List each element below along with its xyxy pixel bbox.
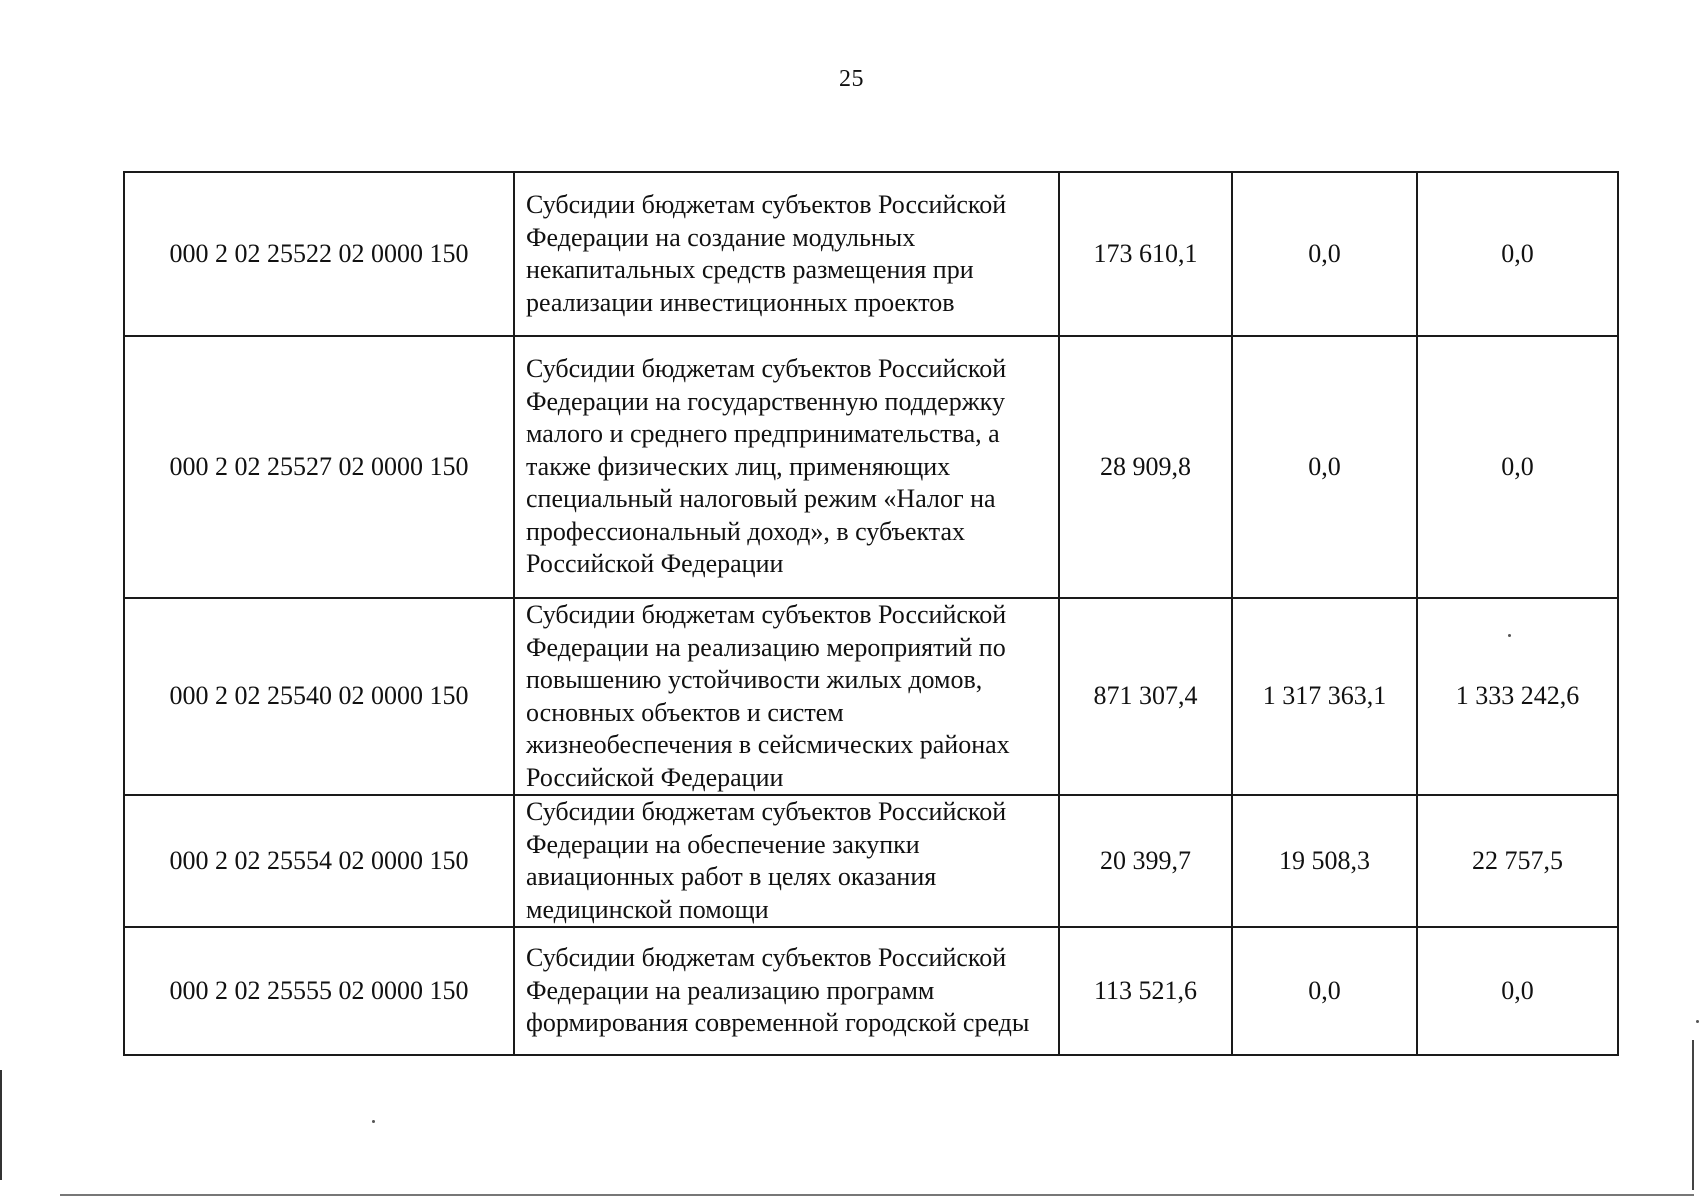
budget-code: 000 2 02 25540 02 0000 150 <box>124 598 514 795</box>
value-year-3: 22 757,5 <box>1417 795 1618 927</box>
table-row <box>124 172 1618 336</box>
budget-code: 000 2 02 25527 02 0000 150 <box>124 336 514 598</box>
value-year-3: 0,0 <box>1417 172 1618 336</box>
value-year-1: 20 399,7 <box>1059 795 1232 927</box>
value-year-1: 28 909,8 <box>1059 336 1232 598</box>
value-year-1: 871 307,4 <box>1059 598 1232 795</box>
table-row <box>124 927 1618 1055</box>
scan-speck <box>1508 634 1511 637</box>
value-year-2: 19 508,3 <box>1232 795 1417 927</box>
value-year-3: 0,0 <box>1417 927 1618 1055</box>
budget-code: 000 2 02 25555 02 0000 150 <box>124 927 514 1055</box>
scan-edge-right <box>1692 1040 1694 1190</box>
row-description: Субсидии бюджетам субъектов Российской Федерации на реализацию мероприятий по повышению устойчивости жилых домов, основных объектов и систем жизнеобеспечения в сейсмических районах Российской Федерации <box>514 598 1059 795</box>
page-number: 25 <box>839 66 864 92</box>
row-description: Субсидии бюджетам субъектов Российской Федерации на реализацию программ формирования современной городской среды <box>514 927 1059 1055</box>
value-year-3: 0,0 <box>1417 336 1618 598</box>
scan-edge-left <box>0 1070 2 1180</box>
value-year-3: 1 333 242,6 <box>1417 598 1618 795</box>
table-row <box>124 598 1618 795</box>
budget-table <box>123 171 1619 1056</box>
scan-speck <box>372 1120 375 1123</box>
value-year-2: 0,0 <box>1232 927 1417 1055</box>
value-year-2: 1 317 363,1 <box>1232 598 1417 795</box>
table-row <box>124 795 1618 927</box>
table-row <box>124 336 1618 598</box>
row-description: Субсидии бюджетам субъектов Российской Федерации на создание модульных некапитальных средств размещения при реализации инвестиционных проектов <box>514 172 1059 336</box>
row-description: Субсидии бюджетам субъектов Российской Федерации на обеспечение закупки авиационных работ в целях оказания медицинской помощи <box>514 795 1059 927</box>
value-year-2: 0,0 <box>1232 336 1417 598</box>
scan-edge-bottom <box>60 1194 1694 1196</box>
value-year-2: 0,0 <box>1232 172 1417 336</box>
value-year-1: 113 521,6 <box>1059 927 1232 1055</box>
budget-code: 000 2 02 25522 02 0000 150 <box>124 172 514 336</box>
row-description: Субсидии бюджетам субъектов Российской Федерации на государственную поддержку малого и среднего предпринимательства, а также физических лиц, применяющих специальный налоговый режим «Налог на профессиональный доход», в субъектах Российской Федерации <box>514 336 1059 598</box>
value-year-1: 173 610,1 <box>1059 172 1232 336</box>
budget-code: 000 2 02 25554 02 0000 150 <box>124 795 514 927</box>
scan-speck <box>1696 1020 1699 1023</box>
